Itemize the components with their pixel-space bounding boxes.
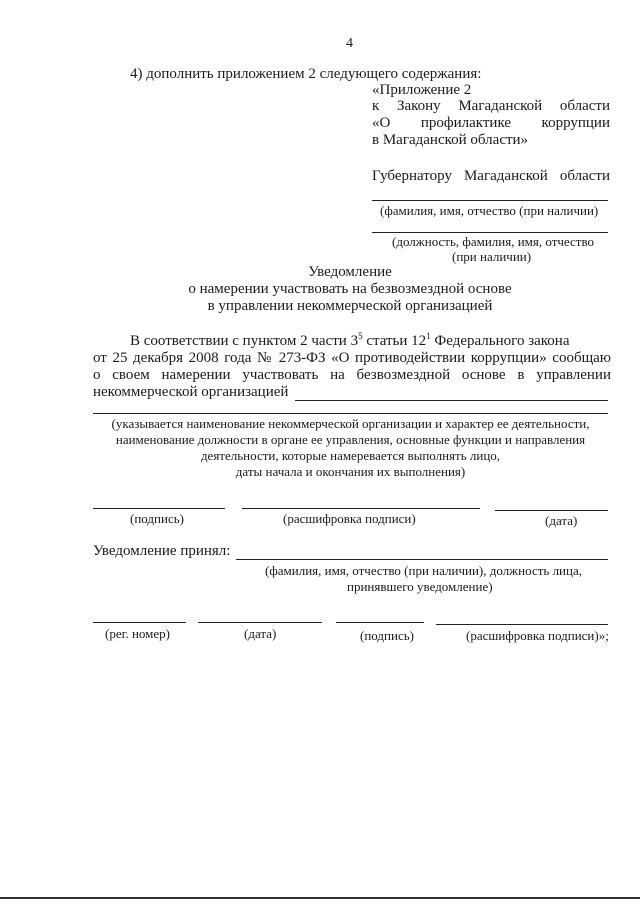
signature-line bbox=[93, 508, 225, 509]
heading-line-3: в управлении некоммерческой организацией bbox=[207, 298, 493, 314]
superscript: 5 bbox=[358, 331, 363, 341]
word: Магаданской bbox=[463, 168, 548, 184]
appendix-line-4: в Магаданской области» bbox=[372, 132, 529, 148]
page-number: 4 bbox=[346, 36, 353, 51]
addressee-position-line bbox=[372, 232, 608, 233]
body-text: В соответствии с пунктом 2 части 3 bbox=[130, 333, 359, 349]
addressee-caption-2a: (должность, фамилия, имя, отчество bbox=[392, 234, 595, 249]
word: коррупции bbox=[541, 115, 610, 131]
word: области bbox=[559, 98, 610, 114]
decoding-caption: (расшифровка подписи) bbox=[283, 511, 416, 526]
accepted-line bbox=[236, 559, 608, 560]
org-caption-4: даты начала и окончания их выполнения) bbox=[235, 464, 466, 479]
bottom-date-caption: (дата) bbox=[244, 626, 277, 641]
appendix-title: «Приложение 2 bbox=[372, 82, 472, 98]
bottom-decoding-caption: (расшифровка подписи)»; bbox=[466, 628, 609, 643]
addressee-name-line bbox=[372, 200, 608, 201]
word: Закону bbox=[396, 98, 441, 114]
addressee-line bbox=[372, 168, 610, 185]
superscript: 1 bbox=[426, 331, 431, 341]
word: области bbox=[559, 168, 610, 184]
signature-caption: (подпись) bbox=[130, 511, 184, 526]
word: «О bbox=[372, 115, 391, 131]
addressee-caption-2b: (при наличии) bbox=[452, 249, 532, 264]
heading-title: Уведомление bbox=[308, 264, 392, 280]
date-caption: (дата) bbox=[545, 513, 578, 528]
appendix-line-3 bbox=[372, 115, 610, 132]
reg-number-line bbox=[93, 622, 186, 623]
body-line-2: от 25 декабря 2008 года № 273-ФЗ «О противодействии коррупции» сообщаю bbox=[93, 350, 611, 366]
bottom-date-line bbox=[198, 622, 322, 623]
bottom-signature-line bbox=[336, 622, 424, 623]
word: Магаданской bbox=[458, 98, 543, 114]
body-text: Федерального закона bbox=[430, 333, 570, 349]
date-line bbox=[495, 510, 608, 511]
org-caption-3: деятельности, которые намеревается выполнять лицо, bbox=[200, 448, 501, 463]
body-text: статьи 12 bbox=[362, 333, 427, 349]
reg-number-caption: (рег. номер) bbox=[105, 626, 170, 641]
word: к bbox=[372, 98, 380, 114]
body-line-3: о своем намерении участвовать на безвозмездной основе в управлении bbox=[93, 367, 611, 383]
intro-line: 4) дополнить приложением 2 следующего содержания: bbox=[130, 66, 482, 82]
bottom-decoding-line bbox=[436, 624, 608, 625]
org-name-line-2 bbox=[93, 413, 608, 414]
addressee-caption-1: (фамилия, имя, отчество (при наличии) bbox=[380, 203, 599, 218]
accepted-caption-1: (фамилия, имя, отчество (при наличии), должность лица, bbox=[265, 563, 582, 578]
org-name-line bbox=[295, 400, 608, 401]
org-caption-1: (указывается наименование некоммерческой организации и характер ее деятельности, bbox=[111, 416, 590, 431]
body-line-1 bbox=[130, 333, 570, 350]
bottom-signature-caption: (подпись) bbox=[360, 628, 414, 643]
heading-line-2: о намерении участвовать на безвозмездной основе bbox=[188, 281, 512, 297]
word: профилактике bbox=[420, 115, 512, 131]
accepted-caption-2: принявшего уведомление) bbox=[347, 579, 493, 594]
decoding-line bbox=[242, 508, 480, 509]
word: Губернатору bbox=[372, 168, 452, 184]
body-line-4: некоммерческой организацией bbox=[93, 384, 289, 400]
org-caption-2: наименование должности в органе ее управления, основные функции и направления bbox=[115, 432, 586, 447]
appendix-line-2 bbox=[372, 98, 610, 115]
page-bottom-edge bbox=[0, 897, 640, 899]
accepted-label: Уведомление принял: bbox=[93, 543, 231, 559]
